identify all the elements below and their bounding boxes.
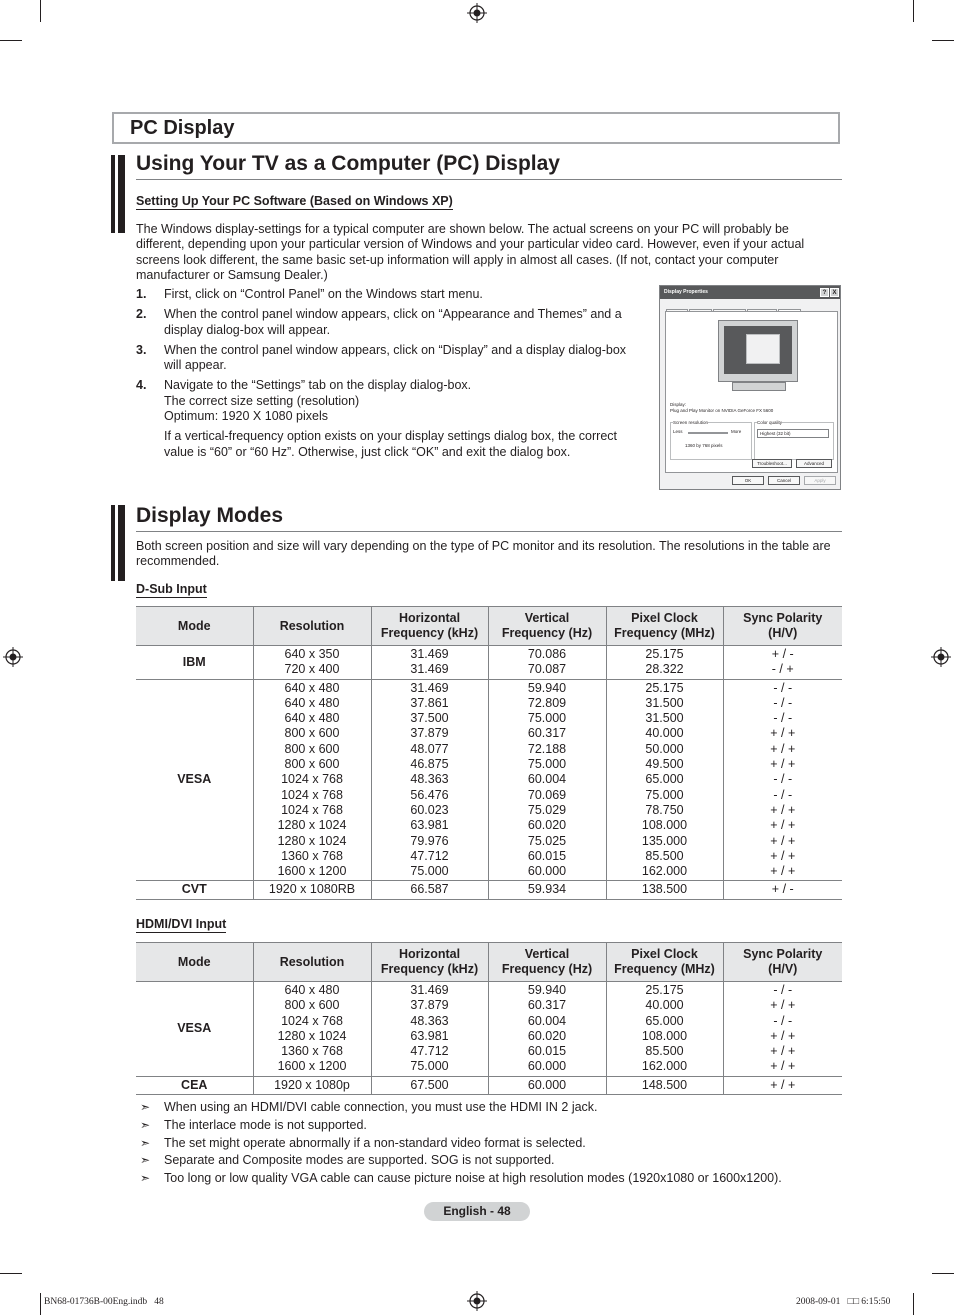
section-title-box — [112, 112, 840, 144]
step-item: 4. Navigate to the “Settings” tab on the display dialog-box. The correct size setting (resolution) Optimum: 1920 X 1080 pixels — [136, 378, 472, 424]
section-title: PC Display — [130, 117, 235, 139]
display-value: Plug and Play Monitor on NVIDIA GeForce FX 5600 — [670, 408, 774, 413]
table-row: VESA 640 x 480 640 x 480 640 x 480 800 x 600 800 x 600 800 x 600 1024 x 768 1024 x 768 1024 x 768 1280 x 1024 1280 x 1024 1360 x 768 1600 x 1200 31.469 37.861 37.500 37.879 48.077 46.875 48.363 56.476 60.023 63.981 79.976 47.712 75.000 59.940 72.809 75.000 60.317 72.188 75.000 60.004 70.069 75.029 60.020 75.025 60.015 60.000 25.175 31.500 31.500 40.000 50.000 49.500 65.000 75.000 78.750 108.000 135.000 85.500 162.000 - / - - / - - / - + / + + / + + / + - / - - / - + / + + / + + / + + / + + / + — [136, 679, 842, 881]
dialog-tabs — [666, 302, 802, 311]
arrow-icon: ➣ — [140, 1100, 151, 1114]
notes-list — [136, 1099, 782, 1188]
table-row: VESA 640 x 480 800 x 600 1024 x 768 1280 x 1024 1360 x 768 1600 x 1200 31.469 37.879 48.363 63.981 47.712 75.000 59.940 60.317 60.004 60.020 60.015 60.000 25.175 40.000 65.000 108.000 85.500 162.000 - / - + / + - / - + / + + / + + / + — [136, 982, 842, 1077]
close-icon: X — [830, 288, 839, 297]
display-label: Display: — [670, 402, 687, 407]
registration-mark-icon — [931, 647, 951, 667]
color-group-label: Color quality — [757, 420, 783, 425]
heading-rule — [136, 179, 842, 180]
apply-button: Apply — [804, 476, 836, 485]
header-resolution: Resolution — [253, 943, 371, 982]
steps-list — [136, 287, 630, 465]
page-number-badge: English - 48 — [424, 1202, 530, 1221]
note-item: ➣ The interlace mode is not supported. — [136, 1117, 782, 1135]
crop-mark — [0, 1273, 22, 1274]
registration-mark-icon — [3, 647, 23, 667]
help-icon: ? — [820, 288, 829, 297]
header-sync: Sync Polarity (H/V) — [723, 943, 842, 982]
table-header-row — [136, 607, 842, 646]
footer-file-name: BN68-01736B-00Eng.indb 48 — [44, 1297, 164, 1307]
troubleshoot-button: Troubleshoot... — [752, 459, 792, 468]
note-item: ➣ Too long or low quality VGA cable can cause picture noise at high resolution modes (1920x1080 or 1600x1200). — [136, 1170, 782, 1188]
more-label: More — [731, 429, 742, 434]
less-label: Less — [673, 429, 683, 434]
modes-intro: Both screen position and size will vary depending on the type of PC monitor and its resolution. The resolutions in the table are recommended. — [136, 539, 831, 569]
resolution-group — [670, 422, 752, 460]
step-item: 3. When the control panel window appears, click on “Display” and a display dialog-box will appear. — [136, 342, 627, 373]
note-item: ➣ The set might operate abnormally if a non-standard video format is selected. — [136, 1135, 782, 1153]
table-row: CVT 1920 x 1080RB 66.587 59.934 138.500 + / - — [136, 881, 842, 899]
note-item: ➣ When using an HDMI/DVI cable connection, you must use the HDMI IN 2 jack. — [136, 1099, 782, 1117]
header-horizontal: Horizontal Frequency (kHz) — [371, 607, 488, 646]
ok-button: OK — [732, 476, 764, 485]
note-item: ➣ Separate and Composite modes are supported. SOG is not supported. — [136, 1152, 782, 1170]
arrow-icon: ➣ — [140, 1117, 151, 1132]
arrow-icon: ➣ — [140, 1153, 151, 1168]
header-pixel-clock: Pixel Clock Frequency (MHz) — [606, 607, 723, 646]
header-horizontal: Horizontal Frequency (kHz) — [371, 943, 488, 982]
crop-mark — [40, 0, 41, 22]
table-row: CEA 1920 x 1080p 67.500 60.000 148.500 + / + — [136, 1076, 842, 1094]
heading-display-modes: Display Modes — [136, 504, 284, 527]
advanced-button: Advanced — [796, 459, 832, 468]
dialog-titlebar: Display Properties ? X — [660, 286, 840, 299]
header-vertical: Vertical Frequency (Hz) — [488, 607, 606, 646]
hdmi-table — [136, 942, 842, 1095]
heading-rule — [136, 531, 842, 532]
color-quality-select: Highest (32 bit) — [757, 429, 829, 438]
header-resolution: Resolution — [253, 607, 371, 646]
crop-mark — [932, 40, 954, 41]
crop-mark — [0, 40, 22, 41]
monitor-stand — [732, 382, 786, 391]
header-mode: Mode — [136, 607, 253, 646]
registration-mark-icon — [467, 3, 487, 23]
header-sync: Sync Polarity (H/V) — [723, 607, 842, 646]
table-header-row — [136, 943, 842, 982]
hdmi-input-label: HDMI/DVI Input — [136, 917, 227, 931]
step-note: If a vertical-frequency option exists on your display settings dialog box, the correct value is “60” or “60 Hz”. Otherwise, just click “OK” and exit the dialog box. — [164, 429, 618, 459]
dsub-table — [136, 606, 842, 900]
resolution-group-label: Screen resolution — [673, 420, 709, 425]
dsub-input-label: D-Sub Input — [136, 582, 207, 596]
arrow-icon: ➣ — [140, 1171, 151, 1186]
header-pixel-clock: Pixel Clock Frequency (MHz) — [606, 943, 723, 982]
crop-mark — [913, 1293, 914, 1315]
display-properties-screenshot — [659, 285, 841, 490]
cancel-button: Cancel — [768, 476, 800, 485]
color-group — [754, 422, 834, 460]
table-row: IBM 640 x 350 720 x 400 31.469 31.469 70.086 70.087 25.175 28.322 + / - - / + — [136, 646, 842, 680]
footer-timestamp: 2008-09-01 □□ 6:15:50 — [796, 1297, 891, 1307]
heading-bar — [111, 155, 125, 233]
header-mode: Mode — [136, 943, 253, 982]
registration-mark-icon — [467, 1291, 487, 1311]
heading-bar — [111, 505, 125, 581]
intro-paragraph: The Windows display-settings for a typical computer are shown below. The actual screens on your PC will probably be different, depending upon your particular version of Windows and your particular video card. However, even if your actual screens look different, the same basic set-up information will apply in almost all cases. (If not, contact your computer manufacturer or Samsung Dealer.) — [136, 222, 805, 282]
header-vertical: Vertical Frequency (Hz) — [488, 943, 606, 982]
step-item: 2. When the control panel window appears, click on “Appearance and Themes” and a display dialog-box will appear. — [136, 307, 622, 337]
crop-mark — [913, 0, 914, 22]
resolution-value: 1360 by 768 pixels — [685, 443, 723, 448]
arrow-icon: ➣ — [140, 1135, 151, 1150]
monitor-icon — [718, 320, 798, 382]
heading-pc-display: Using Your TV as a Computer (PC) Display — [136, 152, 560, 175]
resolution-slider — [688, 432, 728, 434]
step-item: 1. First, click on “Control Panel” on the Windows start menu. — [136, 287, 483, 301]
settings-panel — [665, 311, 838, 473]
crop-mark — [932, 1273, 954, 1274]
subheading-setup: Setting Up Your PC Software (Based on Windows XP) — [136, 194, 453, 208]
crop-mark — [40, 1293, 41, 1315]
